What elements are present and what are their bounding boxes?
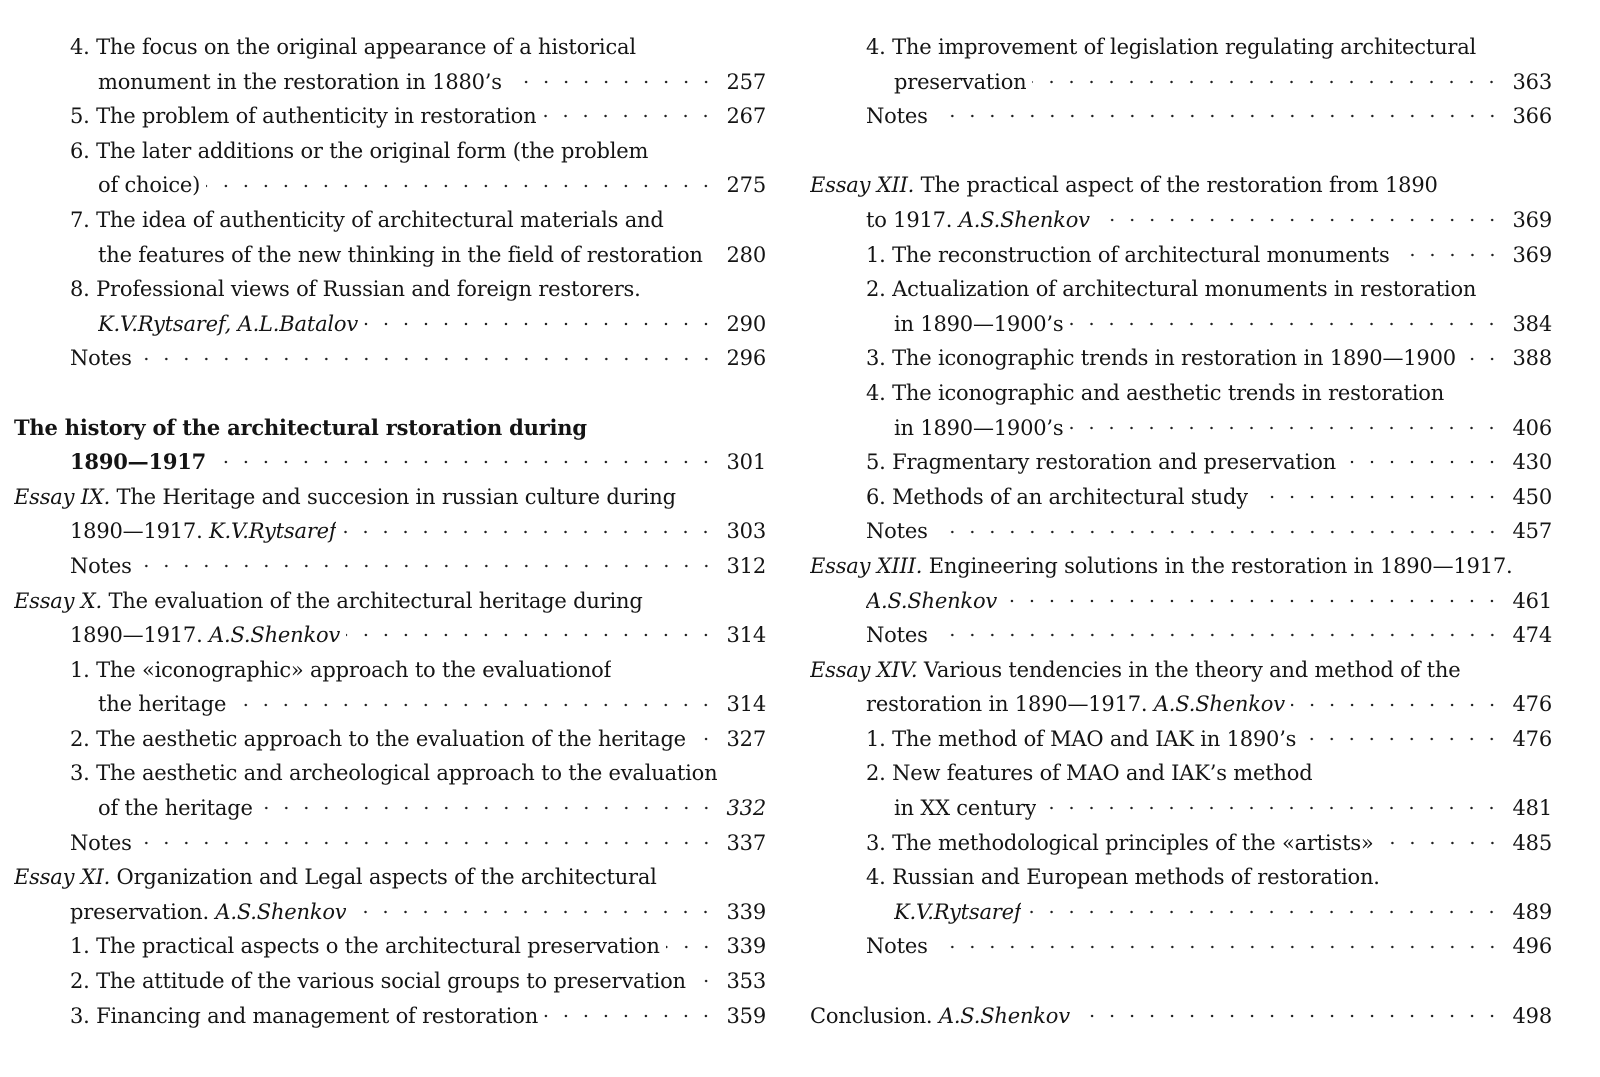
entry-text — [70, 964, 686, 999]
entry-text — [866, 99, 928, 134]
dot-leader — [1069, 426, 1502, 430]
toc-entry — [14, 618, 766, 653]
entry-author: K.V.Rytsaref — [894, 899, 1022, 924]
dot-leader — [1380, 841, 1502, 845]
entry-title: Notes — [70, 553, 132, 578]
dot-leader — [1096, 218, 1502, 222]
dot-leader — [934, 945, 1502, 949]
entry-title: the features of the new thinking in the field of restoration — [98, 242, 703, 267]
entry-title: Notes — [70, 346, 132, 371]
page-number: 457 — [1512, 519, 1552, 544]
entry-title: Organization and Legal aspects of the architectural — [110, 865, 657, 890]
toc-entry — [810, 411, 1552, 446]
entry-title: 3. The methodological principles of the «artists» — [866, 830, 1374, 855]
entry-text — [98, 238, 703, 273]
toc-entry — [810, 549, 1552, 584]
dot-leader — [138, 357, 716, 361]
entry-text — [70, 895, 346, 930]
essay-label: Essay IX. — [14, 484, 111, 509]
page-number: 339 — [726, 934, 766, 959]
entry-title: of choice) — [98, 173, 201, 198]
entry-title: 1890—1917. — [70, 623, 210, 648]
entry-title: 6. Methods of an architectural study — [866, 484, 1248, 509]
page-number: 498 — [1512, 1003, 1552, 1028]
dot-leader — [1254, 495, 1502, 499]
essay-label: Essay XIV. — [810, 657, 918, 682]
page-number: 363 — [1512, 69, 1552, 94]
entry-title: 1. The practical aspects o the architectural preservation — [70, 934, 660, 959]
toc-entry — [14, 756, 766, 791]
toc-entry — [810, 722, 1552, 757]
toc-column-right — [810, 30, 1552, 1033]
toc-entry — [810, 929, 1552, 964]
entry-title: Various tendencies in the theory and method of the — [917, 657, 1461, 682]
entry-author: A.S.Shenkov — [209, 623, 341, 648]
entry-text — [70, 756, 717, 791]
entry-text — [70, 999, 538, 1034]
entry-text — [866, 341, 1456, 376]
entry-text — [866, 756, 1312, 791]
entry-text — [70, 134, 648, 169]
toc-entry — [14, 307, 766, 342]
entry-title: 1. The «iconographic» approach to the evaluationof — [70, 657, 612, 682]
toc-spacer — [810, 134, 1552, 169]
entry-title: Notes — [866, 934, 928, 959]
dot-leader — [934, 530, 1502, 534]
toc-entry — [14, 653, 766, 688]
entry-title: 1. The reconstruction of architectural monuments — [866, 242, 1390, 267]
entry-title: the heritage — [98, 692, 227, 717]
toc-entry — [14, 687, 766, 722]
toc-entry — [810, 480, 1552, 515]
dot-leader — [692, 979, 716, 983]
entry-title: monument in the restoration in 1880’s — [98, 69, 502, 94]
entry-title: 4. The focus on the original appearance of a historical — [70, 35, 636, 59]
entry-text — [866, 445, 1336, 480]
entry-text — [866, 584, 997, 619]
dot-leader — [342, 530, 716, 534]
toc-entry — [810, 514, 1552, 549]
entry-title: The practical aspect of the restoration from 1890 — [914, 173, 1438, 198]
page-number: 267 — [726, 104, 766, 129]
toc-entry — [810, 376, 1552, 411]
entry-text — [810, 999, 1070, 1034]
entry-text — [70, 618, 340, 653]
entry-text — [70, 722, 686, 757]
toc-entry — [810, 618, 1552, 653]
entry-text — [14, 480, 676, 515]
page-number: 406 — [1512, 415, 1552, 440]
entry-title: Notes — [866, 519, 928, 544]
page-number: 476 — [1512, 726, 1552, 751]
entry-text — [70, 929, 660, 964]
entry-title: 8. Professional views of Russian and foreign restorers. — [70, 277, 641, 302]
entry-title: in 1890—1900’s — [894, 311, 1064, 336]
entry-text — [810, 653, 1460, 688]
entry-title: in XX century — [894, 796, 1037, 821]
toc-entry — [14, 999, 766, 1034]
entry-text — [894, 411, 1063, 446]
toc-spacer — [810, 964, 1552, 999]
entry-title: 2. New features of MAO and IAK’s method — [866, 761, 1313, 786]
entry-title: 1890—1917. — [70, 519, 210, 544]
entry-title: preservation. — [70, 899, 216, 924]
page-number: 332 — [726, 796, 766, 821]
dot-leader — [1069, 322, 1502, 326]
entry-author: A.S.Shenkov — [215, 899, 347, 924]
entry-title: The evaluation of the architectural heritage during — [101, 588, 643, 613]
toc-entry — [14, 411, 766, 446]
essay-label: Essay XII. — [810, 173, 915, 198]
entry-text — [70, 30, 636, 65]
toc-entry — [14, 722, 766, 757]
entry-title: 5. Fragmentary restoration and preservation — [866, 450, 1336, 475]
page-number: 275 — [726, 173, 766, 198]
dot-leader — [212, 460, 716, 464]
entry-title: 6. The later additions or the original form (the problem — [70, 138, 649, 163]
entry-title: 4. The iconographic and aesthetic trends in restoration — [866, 380, 1445, 405]
toc-entry — [14, 964, 766, 999]
dot-leader — [544, 1014, 716, 1018]
entry-title: 4. The improvement of legislation regulating architectural — [866, 35, 1477, 59]
dot-leader — [232, 703, 716, 707]
entry-text — [866, 687, 1285, 722]
toc-entry — [14, 341, 766, 376]
dot-leader — [1396, 253, 1502, 257]
entry-title: Notes — [866, 104, 928, 129]
page-number: 481 — [1512, 796, 1552, 821]
dot-leader — [1291, 703, 1502, 707]
entry-text — [98, 168, 200, 203]
entry-text — [894, 307, 1063, 342]
entry-title: to 1917. — [866, 207, 959, 232]
page-number: 290 — [726, 311, 766, 336]
entry-text — [866, 203, 1090, 238]
toc-entry — [810, 653, 1552, 688]
entry-title: 4. Russian and European methods of restoration. — [866, 865, 1380, 890]
entry-text — [866, 618, 928, 653]
toc-entry — [810, 860, 1552, 895]
page-number: 359 — [726, 1003, 766, 1028]
entry-text — [70, 272, 641, 307]
entry-title: preservation — [894, 69, 1027, 94]
essay-label: Essay XI. — [14, 865, 111, 890]
essay-label: Essay XIII. — [810, 553, 923, 578]
page-number: 430 — [1512, 450, 1552, 475]
toc-entry — [14, 203, 766, 238]
entry-text — [70, 549, 132, 584]
toc-entry — [810, 999, 1552, 1034]
page-number: 496 — [1512, 934, 1552, 959]
dot-leader — [709, 253, 716, 257]
toc-entry — [810, 203, 1552, 238]
page-number: 384 — [1512, 311, 1552, 336]
entry-title: Notes — [70, 830, 132, 855]
toc-entry — [14, 514, 766, 549]
entry-text — [866, 480, 1248, 515]
entry-text — [98, 687, 226, 722]
dot-leader — [508, 80, 716, 84]
entry-author: A.S.Shenkov — [938, 1003, 1070, 1028]
dot-leader — [1032, 80, 1502, 84]
entry-title: Engineering solutions in the restoration in 1890—1917. — [922, 553, 1513, 578]
toc-entry — [810, 65, 1552, 100]
entry-text — [894, 895, 1021, 930]
entry-author: K.V.Rytsaref, A.L.Batalov — [98, 311, 359, 336]
entry-text — [98, 791, 253, 826]
dot-leader — [346, 633, 716, 637]
entry-text — [866, 272, 1476, 307]
toc-entry — [14, 584, 766, 619]
entry-text — [14, 584, 643, 619]
dot-leader — [666, 945, 716, 949]
toc-entry — [14, 860, 766, 895]
page-number: 312 — [726, 553, 766, 578]
entry-title: in 1890—1900’s — [894, 415, 1064, 440]
entry-title: 7. The idea of authenticity of architectural materials and — [70, 207, 664, 232]
dot-leader — [934, 114, 1502, 118]
entry-title: 5. The problem of authenticity in restoration — [70, 104, 537, 129]
toc-entry — [810, 272, 1552, 307]
toc-entry — [14, 238, 766, 273]
toc-entry — [14, 272, 766, 307]
toc-entry — [810, 307, 1552, 342]
page-number: 489 — [1512, 899, 1552, 924]
page-number: 314 — [726, 692, 766, 717]
toc-entry — [810, 584, 1552, 619]
entry-title: Conclusion. — [810, 1003, 939, 1028]
dot-leader — [1302, 737, 1502, 741]
toc-entry — [14, 895, 766, 930]
entry-text — [70, 826, 132, 861]
toc-entry — [810, 826, 1552, 861]
entry-title: of the heritage — [98, 796, 253, 821]
toc-entry — [810, 445, 1552, 480]
toc-entry — [810, 341, 1552, 376]
entry-text — [866, 826, 1374, 861]
dot-leader — [934, 633, 1502, 637]
page-number: 474 — [1512, 623, 1552, 648]
toc-entry — [810, 756, 1552, 791]
page-number: 476 — [1512, 692, 1552, 717]
entry-text — [866, 722, 1296, 757]
page-number: 339 — [726, 899, 766, 924]
toc-entry — [810, 791, 1552, 826]
dot-leader — [259, 806, 716, 810]
toc-entry — [14, 134, 766, 169]
toc-entry — [14, 480, 766, 515]
dot-leader — [206, 184, 716, 188]
entry-text — [894, 65, 1026, 100]
entry-text — [810, 168, 1438, 203]
page-number: 353 — [726, 969, 766, 994]
entry-text — [894, 791, 1036, 826]
page-number: 369 — [1512, 242, 1552, 267]
entry-text — [14, 860, 657, 895]
dot-leader — [1342, 460, 1502, 464]
page-number: 280 — [726, 242, 766, 267]
page-number: 461 — [1512, 588, 1552, 613]
entry-author: A.S.Shenkov — [958, 207, 1090, 232]
toc-entry — [14, 445, 766, 480]
page-number: 257 — [726, 69, 766, 94]
toc-entry — [810, 895, 1552, 930]
section-heading: The history of the architectural rstoration during — [14, 414, 587, 440]
dot-leader — [352, 910, 716, 914]
entry-title: 3. The iconographic trends in restoration in 1890—1900 — [866, 346, 1456, 371]
toc-entry — [810, 30, 1552, 65]
essay-label: Essay X. — [14, 588, 102, 613]
entry-text — [70, 514, 336, 549]
page-number: 303 — [726, 519, 766, 544]
page-number: 327 — [726, 726, 766, 751]
toc-entry — [14, 549, 766, 584]
entry-text — [98, 307, 358, 342]
toc-entry — [14, 168, 766, 203]
toc-entry — [810, 687, 1552, 722]
toc-entry — [810, 238, 1552, 273]
dot-leader — [542, 114, 716, 118]
toc-column-left — [14, 30, 766, 1033]
entry-title: 2. The aesthetic approach to the evaluation of the heritage — [70, 726, 686, 751]
dot-leader — [692, 737, 716, 741]
entry-text — [70, 653, 611, 688]
entry-text — [14, 411, 587, 446]
page-number: 296 — [726, 346, 766, 371]
entry-text — [70, 99, 536, 134]
entry-title: 3. Financing and management of restoration — [70, 1003, 539, 1028]
dot-leader — [1003, 599, 1502, 603]
entry-text — [70, 445, 206, 480]
page-number: 485 — [1512, 830, 1552, 855]
entry-title: The Heritage and succesion in russian culture during — [110, 484, 676, 509]
section-heading: 1890—1917 — [70, 449, 207, 475]
entry-text — [810, 549, 1513, 584]
entry-author: A.S.Shenkov — [866, 588, 998, 613]
toc-entry — [810, 99, 1552, 134]
entry-text — [866, 238, 1390, 273]
entry-title: restoration in 1890—1917. — [866, 692, 1154, 717]
toc-entry — [14, 65, 766, 100]
page-number: 388 — [1512, 346, 1552, 371]
entry-text — [98, 65, 502, 100]
entry-text — [866, 514, 928, 549]
entry-text — [866, 860, 1380, 895]
entry-title: 2. Actualization of architectural monuments in restoration — [866, 277, 1477, 302]
entry-text — [70, 203, 664, 238]
toc-entry — [14, 826, 766, 861]
dot-leader — [138, 564, 716, 568]
toc-spacer — [14, 376, 766, 411]
entry-text — [866, 30, 1476, 65]
dot-leader — [1462, 357, 1502, 361]
dot-leader — [1076, 1014, 1502, 1018]
toc-entry — [14, 929, 766, 964]
toc-entry — [14, 791, 766, 826]
page-number: 366 — [1512, 104, 1552, 129]
dot-leader — [364, 322, 716, 326]
entry-text — [866, 929, 928, 964]
entry-title: Notes — [866, 623, 928, 648]
entry-title: 3. The aesthetic and archeological approach to the evaluation — [70, 761, 718, 786]
page-number: 450 — [1512, 484, 1552, 509]
toc-entry — [14, 99, 766, 134]
dot-leader — [1027, 910, 1502, 914]
entry-title: 1. The method of MAO and IAK in 1890’s — [866, 726, 1297, 751]
page-number: 314 — [726, 623, 766, 648]
dot-leader — [138, 841, 716, 845]
page-number: 337 — [726, 830, 766, 855]
dot-leader — [1042, 806, 1502, 810]
entry-text — [866, 376, 1444, 411]
toc-entry — [14, 30, 766, 65]
entry-title: 2. The attitude of the various social groups to preservation — [70, 969, 686, 994]
entry-author: K.V.Rytsaref — [209, 519, 337, 544]
toc-entry — [810, 168, 1552, 203]
entry-author: A.S.Shenkov — [1153, 692, 1285, 717]
page-number: 369 — [1512, 207, 1552, 232]
entry-text — [70, 341, 132, 376]
page-number: 301 — [726, 450, 766, 475]
